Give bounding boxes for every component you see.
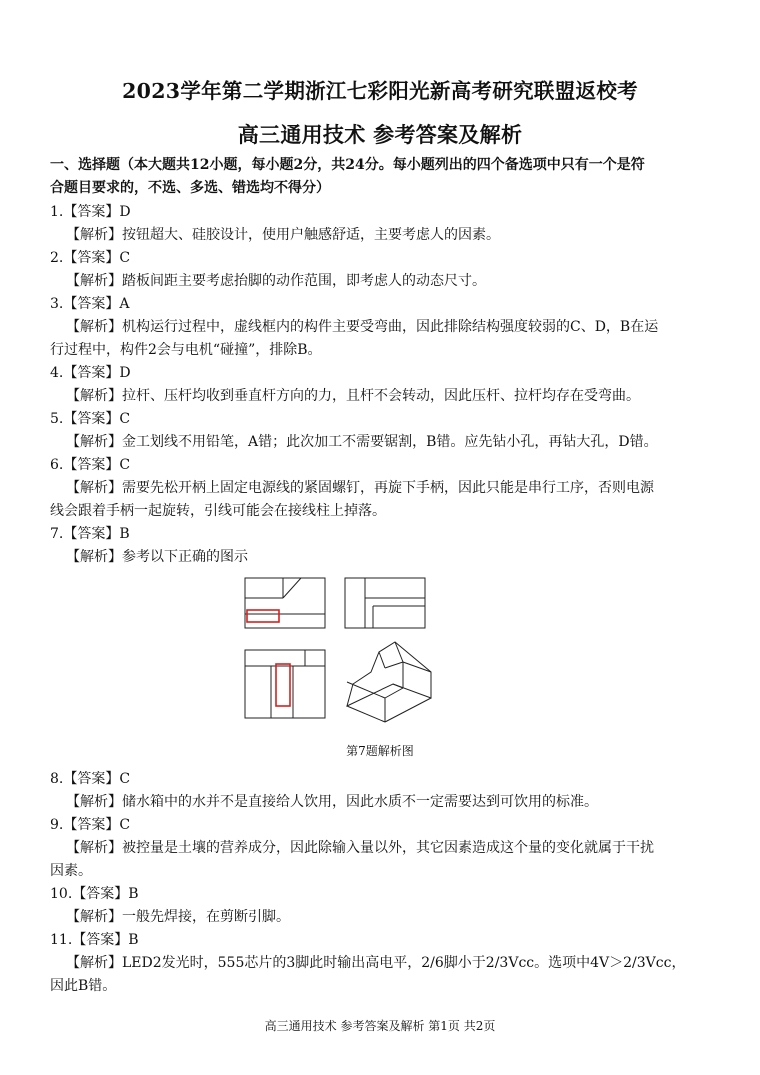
isometric-view-drawing xyxy=(347,642,431,722)
analysis-3-cont: 行过程中，构件2会与电机“碰撞”，排除B。 xyxy=(50,342,322,358)
answer-10: 10.【答案】B xyxy=(50,886,139,902)
answer-3: 3.【答案】A xyxy=(50,296,130,312)
q7-analysis-figure xyxy=(243,576,433,726)
page-subtitle: 高三通用技术 参考答案及解析 xyxy=(237,122,523,147)
analysis-8: 【解析】储水箱中的水并不是直接给人饮用，因此水质不一定需要达到可饮用的标准。 xyxy=(66,794,598,810)
analysis-11: 【解析】LED2发光时，555芯片的3脚此时输出高电平，2/6脚小于2/3Vcc。选项中4V＞2/3Vcc， xyxy=(66,955,686,971)
front-view-highlight xyxy=(247,610,279,622)
answer-1: 1.【答案】D xyxy=(50,204,131,220)
analysis-6: 【解析】需要先松开柄上固定电源线的紧固螺钉，再旋下手柄，因此只能是串行工序，否则电源 xyxy=(66,480,654,496)
answer-9: 9.【答案】C xyxy=(50,817,131,833)
answer-5: 5.【答案】C xyxy=(50,411,131,427)
analysis-1: 【解析】按钮超大、硅胶设计，使用户触感舒适，主要考虑人的因素。 xyxy=(66,227,500,243)
answer-11: 11.【答案】B xyxy=(50,932,139,948)
answer-6: 6.【答案】C xyxy=(50,457,131,473)
analysis-5: 【解析】金工划线不用铅笔，A错；此次加工不需要锯割，B错。应先钻小孔，再钻大孔，D错。 xyxy=(66,434,658,450)
analysis-9: 【解析】被控量是土壤的营养成分，因此除输入量以外，其它因素造成这个量的变化就属于干扰 xyxy=(66,840,654,856)
answer-4: 4.【答案】D xyxy=(50,365,131,381)
section-heading-line2: 合题目要求的，不选、多选、错选均不得分） xyxy=(50,180,330,196)
analysis-11-cont: 因此B错。 xyxy=(50,978,117,994)
page-footer: 高三通用技术 参考答案及解析 第1页 共2页 xyxy=(264,1019,496,1033)
top-view-highlight xyxy=(276,664,290,706)
page-title: 2023学年第二学期浙江七彩阳光新高考研究联盟返校考 xyxy=(122,79,638,103)
answer-7: 7.【答案】B xyxy=(50,526,130,542)
analysis-6-cont: 线会跟着手柄一起旋转，引线可能会在接线柱上掉落。 xyxy=(50,503,386,519)
analysis-3: 【解析】机构运行过程中，虚线框内的构件主要受弯曲，因此排除结构强度较弱的C、D，B在运 xyxy=(66,319,659,335)
analysis-9-cont: 因素。 xyxy=(50,863,92,879)
analysis-4: 【解析】拉杆、压杆均收到垂直杆方向的力，且杆不会转动，因此压杆、拉杆均存在受弯曲。 xyxy=(66,388,640,404)
side-view-drawing xyxy=(345,578,425,628)
analysis-7: 【解析】参考以下正确的图示 xyxy=(66,549,248,565)
analysis-10: 【解析】一般先焊接，在剪断引脚。 xyxy=(66,909,290,925)
front-view-drawing xyxy=(245,578,325,628)
figure-caption: 第7题解析图 xyxy=(346,744,414,758)
top-view-drawing xyxy=(245,650,325,718)
analysis-2: 【解析】踏板间距主要考虑抬脚的动作范围，即考虑人的动态尺寸。 xyxy=(66,273,486,289)
answer-2: 2.【答案】C xyxy=(50,250,131,266)
answer-8: 8.【答案】C xyxy=(50,771,131,787)
section-heading-line1: 一、选择题（本大题共12小题，每小题2分，共24分。每小题列出的四个备选项中只有一个是符 xyxy=(50,157,645,173)
